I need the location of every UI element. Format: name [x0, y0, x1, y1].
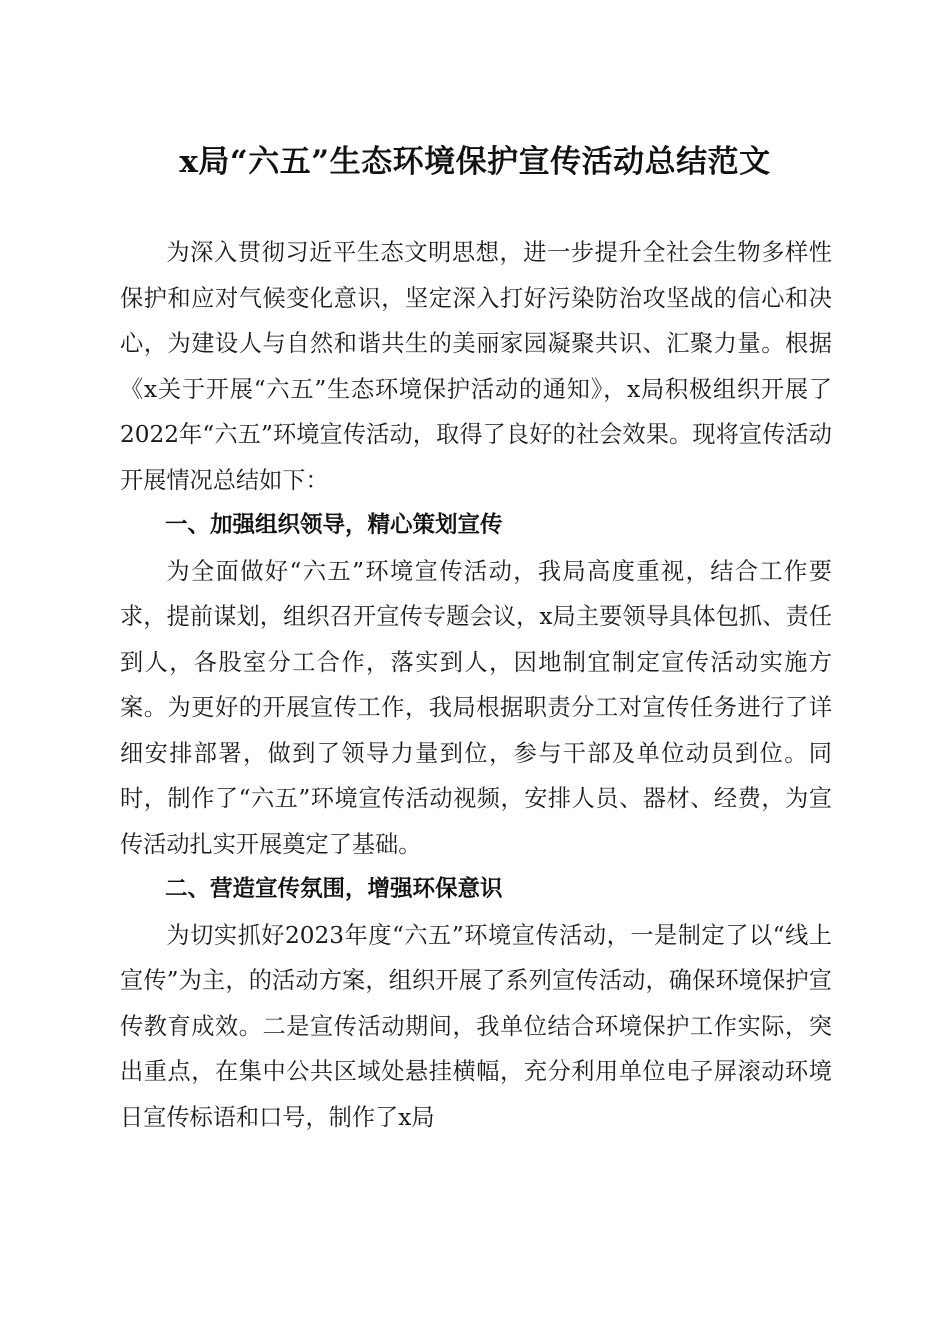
document-title: x局“六五”生态环境保护宣传活动总结范文	[179, 144, 771, 180]
section-1-paragraph: 为全面做好“六五”环境宣传活动，我局高度重视，结合工作要求，提前谋划，组织召开宣传专题会议，x局主要领导具体包抓、责任到人，各股室分工合作，落实到人，因地制宜制定宣传活动实施方案。为更好的开展宣传工作，我局根据职责分工对宣传任务进行了详细安排部署，做到了领导力量到位，参与干部及单位动员到位。同时，制作了“六五”环境宣传活动视频，安排人员、器材、经费，为宣传活动扎实开展奠定了基础。	[120, 557, 832, 858]
intro-paragraph: 为深入贯彻习近平生态文明思想，进一步提升全社会生物多样性保护和应对气候变化意识，坚定深入打好污染防治攻坚战的信心和决心，为建设人与自然和谐共生的美丽家园凝聚共识、汇聚力量。根据《x关于开展“六五”生态环境保护活动的通知》，x局积极组织开展了2022年“六五”环境宣传活动，取得了良好的社会效果。现将宣传活动开展情况总结如下：	[120, 239, 832, 494]
section-2-heading: 二、营造宣传氛围，增强环保意识	[165, 876, 503, 902]
section-2-paragraph: 为切实抓好2023年度“六五”环境宣传活动，一是制定了以“线上宣传”为主，的活动方案，组织开展了系列宣传活动，确保环境保护宣传教育成效。二是宣传活动期间，我单位结合环境保护工作实际，突出重点，在集中公共区域处悬挂横幅，充分利用单位电子屏滚动环境日宣传标语和口号，制作了x局	[120, 921, 832, 1131]
section-1-heading: 一、加强组织领导，精心策划宣传	[165, 512, 503, 538]
document-body	[120, 230, 832, 1140]
